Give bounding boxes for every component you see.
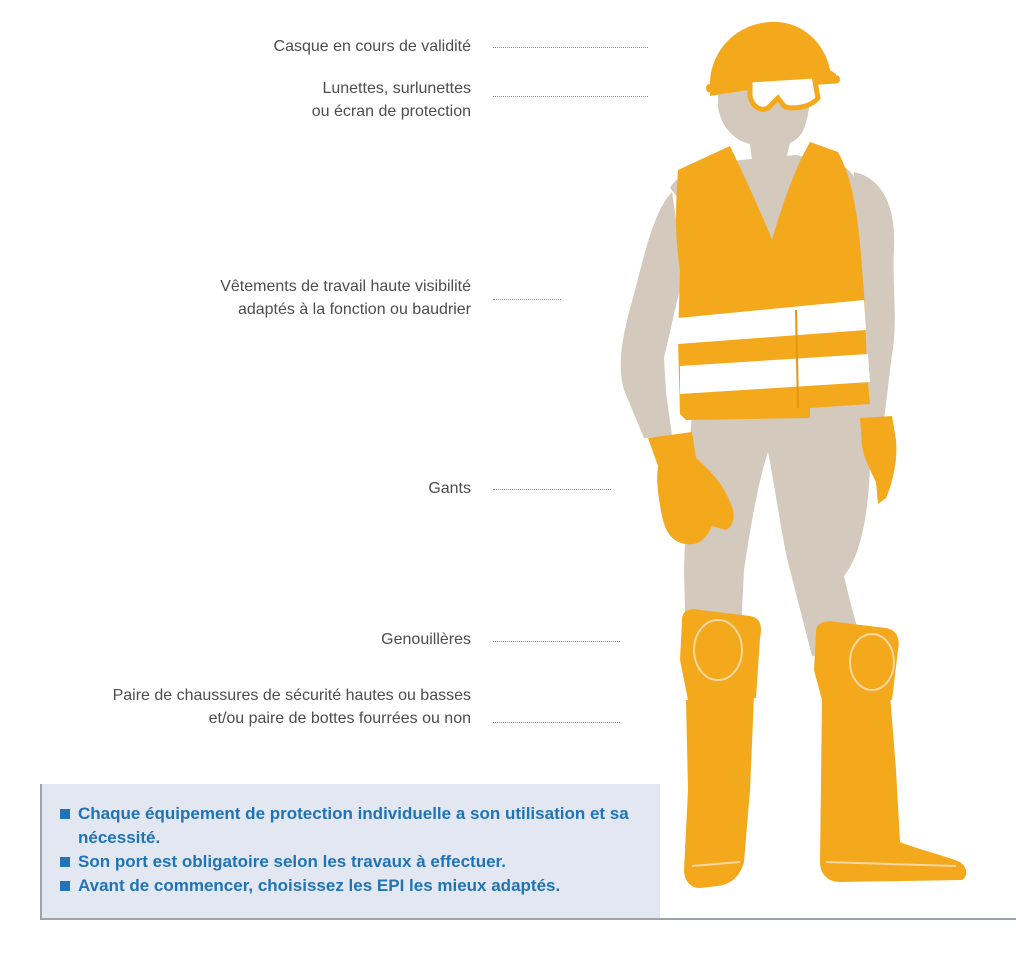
leader-line-vest (493, 299, 561, 300)
safety-boots (684, 694, 966, 888)
bullet-item: Chaque équipement de protection individuelle a son utilisation et sa nécessité. (60, 802, 660, 850)
bullet-item: Son port est obligatoire selon les travaux à effectuer. (60, 850, 660, 874)
bullet-square-icon (60, 881, 70, 891)
label-glasses: Lunettes, surlunettes ou écran de protection (311, 80, 471, 120)
bullet-item: Avant de commencer, choisissez les EPI les mieux adaptés. (60, 874, 660, 898)
label-shoes: Paire de chaussures de sécurité hautes ou basses et/ou paire de bottes fourrées ou non (112, 687, 471, 727)
bullet-square-icon (60, 809, 70, 819)
label-gloves: Gants (428, 480, 471, 497)
bullet-list (42, 784, 660, 898)
label-vest: Vêtements de travail haute visibilité adaptés à la fonction ou baudrier (220, 278, 471, 318)
bullet-square-icon (60, 857, 70, 867)
knee-pads (680, 609, 899, 700)
leader-line-gloves (493, 489, 611, 490)
bottom-divider (660, 918, 1016, 920)
info-box (40, 784, 660, 920)
worker-illustration (600, 10, 1016, 910)
label-helmet: Casque en cours de validité (273, 38, 471, 55)
label-knee-pads: Genouillères (381, 631, 471, 648)
